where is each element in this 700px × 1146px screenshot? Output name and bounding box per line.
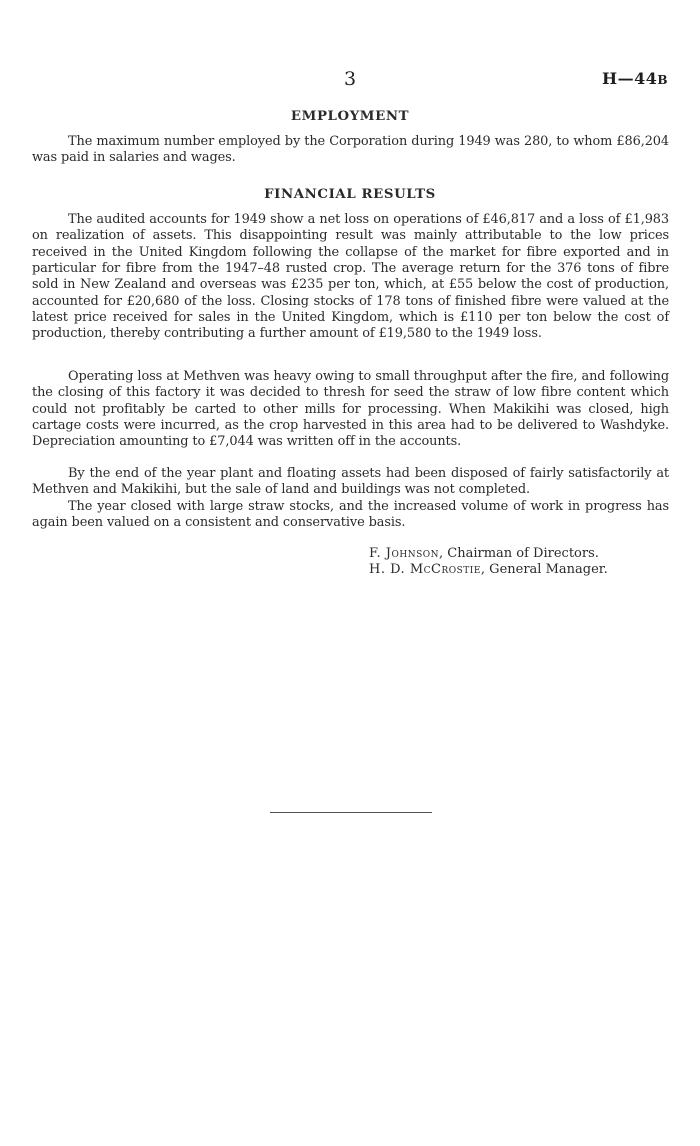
financial-paragraph: Operating loss at Methven was heavy owing to small throughput after the fire, and following the closing of this factory it was decided to thresh for seed the straw of low fibre content which could not profitably be carted to other mills for processing. When Makikihi was closed, high cartage costs were incurred, as the crop harvested in this area had to be delivered to Washdyke. Depreciation amounting to £7,044 was written off in the accounts. [32,369,669,450]
financial-paragraph: The year closed with large straw stocks, and the increased volume of work in progress has again been valued on a consistent and conservative basis. [32,499,669,531]
document-reference [602,69,668,88]
signature-chairman [369,546,599,561]
signatory-title: , Chairman of Directors. [439,546,599,561]
signatory-name: F. Johnson [369,546,439,561]
section-heading-financial-results: FINANCIAL RESULTS [264,187,436,202]
financial-paragraph: The audited accounts for 1949 show a net loss on operations of £46,817 and a loss of £1,983 on realization of assets. This disappointing result was mainly attributable to the low prices received in the United Kingdom following the collapse of the market for fibre exported and in particular for fibre from the 1947–48 rusted crop. The average return for the 376 tons of fibre sold in New Zealand and overseas was £235 per ton, which, at £55 below the cost of production, accounted for £20,680 of the loss. Closing stocks of 178 tons of finished fibre were valued at the latest price received for sales in the United Kingdom, which is £110 per ton below the cost of production, thereby contributing a further amount of £19,580 to the 1949 loss. [32,212,669,342]
signatory-title: , General Manager. [480,562,608,577]
document-reference-code: H—44 [601,69,658,88]
closing-rule-divider [270,812,432,813]
signatory-name: H. D. McCrostie [369,562,481,577]
page-number: 3 [343,68,357,90]
signature-general-manager [369,562,608,577]
employment-paragraph: The maximum number employed by the Corporation during 1949 was 280, to whom £86,204 was paid in salaries and wages. [32,134,669,166]
document-reference-suffix: B [657,73,668,87]
section-heading-employment: EMPLOYMENT [290,109,410,124]
financial-paragraph: By the end of the year plant and floating assets had been disposed of fairly satisfactorily at Methven and Makikihi, but the sale of land and buildings was not completed. [32,466,669,498]
